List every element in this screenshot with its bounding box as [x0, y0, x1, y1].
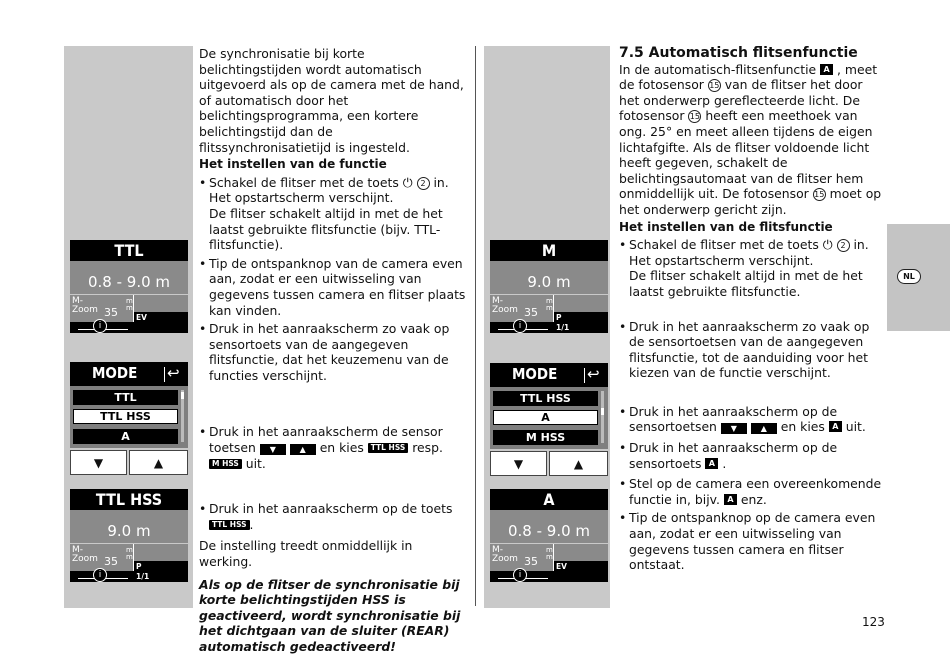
- display-title: TTL HSS: [95, 490, 163, 509]
- down-arrow-icon: ▼: [721, 423, 747, 434]
- bullet-trigger: • Tip de ontspanknop van de camera even aan, zodat er een uitwisseling van gegevens tussen camera en flitser plaats kan vinden.: [199, 256, 467, 318]
- zoom-value: 35: [104, 306, 118, 319]
- display-range: 0.8 - 9.0 m: [507, 522, 591, 540]
- language-label: NL: [897, 269, 921, 284]
- info-icon[interactable]: i: [513, 319, 527, 333]
- bullet-power: • Schakel de flitser met de toets ⏻ 2 in. Het opstartscherm verschijnt. De flitser schakelt altijd in met de het laatst gebruikte flitsfunctie (bijv. TTL-flitsfunctie).: [199, 175, 467, 253]
- a-badge: A: [820, 64, 833, 75]
- sub-heading: Het instellen van de flitsfunctie: [619, 219, 833, 234]
- menu-title: MODE: [512, 365, 558, 383]
- info-icon[interactable]: i: [93, 319, 107, 333]
- language-tab: [887, 224, 950, 331]
- back-icon[interactable]: ↩: [167, 364, 180, 382]
- zoom-unit: m m: [546, 297, 553, 312]
- display-title: TTL: [114, 241, 144, 260]
- bullet-touch: • Druk in het aanraakscherm zo vaak op de sensortoetsen van de aangegeven flitsfunctie, tot de aanduiding voor het kiezen van de functie verschijnt.: [619, 319, 885, 381]
- status-ratio: 1/1: [136, 572, 150, 581]
- bullet-confirm: • Druk in het aanraakscherm op de toets TTL HSS .: [199, 501, 467, 532]
- display-range: 9.0 m: [527, 273, 571, 291]
- intro-paragraph: De synchronisatie bij korte belichtingstijden wordt automatisch uitgevoerd als op de camera met de hand, of automatisch door het belichtingsprogramma, een kortere belichtingstijd dan de flitssynchronisatietijd is ingesteld.: [199, 46, 464, 155]
- display-title: A: [543, 490, 555, 509]
- status-label: P: [136, 562, 142, 571]
- a-badge: A: [829, 421, 842, 432]
- a-badge: A: [724, 494, 737, 505]
- scroll-down-button[interactable]: ▼: [490, 451, 547, 476]
- m-hss-badge: M HSS: [209, 459, 242, 469]
- page-number: 123: [862, 615, 885, 629]
- display-title: M: [541, 241, 557, 260]
- bullet-power: • Schakel de flitser met de toets ⏻ 2 in. Het opstartscherm verschijnt. De flitser schakelt altijd in met de het laatst gebruikte flitsfunctie.: [619, 237, 885, 299]
- a-badge: A: [705, 458, 718, 469]
- status-label: EV: [136, 313, 147, 322]
- zoom-label: M- Zoom: [492, 545, 518, 564]
- zoom-unit: m m: [126, 546, 133, 561]
- scroll-down-button[interactable]: ▼: [70, 450, 127, 475]
- right-text: [619, 46, 885, 573]
- bullet-confirm: • Druk in het aanraakscherm op de sensortoets A .: [619, 440, 885, 471]
- display-a: [490, 489, 608, 582]
- menu-item-a[interactable]: A: [73, 429, 178, 444]
- zoom-value: 35: [104, 555, 118, 568]
- done-text: De instelling treedt onmiddellijk in werking.: [199, 538, 413, 570]
- scroll-up-button[interactable]: ▲: [129, 450, 188, 475]
- column-divider: [475, 46, 476, 606]
- left-text: [199, 46, 467, 655]
- display-range: 0.8 - 9.0 m: [87, 273, 171, 291]
- zoom-label: M- Zoom: [72, 545, 98, 564]
- ttl-hss-badge: TTL HSS: [368, 443, 409, 453]
- bullet-trigger: • Tip de ontspanknop op de camera even aan, zodat er een uitwisseling van gegevens tussen camera en flitser ontstaat.: [619, 510, 885, 572]
- status-ratio: 1/1: [556, 323, 570, 332]
- bullet-select: • Druk in het aanraakscherm op de sensortoetsen ▼ ▲ en kies A uit.: [619, 404, 885, 435]
- circled-2-icon: 2: [837, 239, 850, 252]
- power-icon: ⏻: [822, 237, 833, 253]
- circled-15-icon: 15: [709, 81, 720, 91]
- section-heading: 7.5 Automatisch flitsenfunctie: [619, 45, 858, 61]
- zoom-unit: m m: [126, 297, 133, 312]
- up-arrow-icon: ▲: [751, 423, 777, 434]
- section-heading: Het instellen van de functie: [199, 157, 387, 172]
- bullet-touch: • Druk in het aanraakscherm zo vaak op sensortoets van de aangegeven flitsfunctie, dat het keuzemenu van de functies verschijnt.: [199, 321, 467, 383]
- back-icon[interactable]: ↩: [587, 365, 600, 383]
- menu-item-ttl-hss[interactable]: TTL HSS: [73, 409, 178, 424]
- info-icon[interactable]: i: [93, 568, 107, 582]
- mode-menu-left: [70, 362, 188, 475]
- display-range: 9.0 m: [107, 522, 151, 540]
- ttl-hss-badge: TTL HSS: [209, 520, 250, 530]
- auto-flash-paragraph: In de automatisch-flitsenfunctie A , meet de fotosensor 15 van de flitser het door het onderwerp gereflecteerde licht. De fotosensor 15 heeft een meethoek van ong. 25° en meet alleen tijdens de eigen lichtafgifte. Als de flitser voldoende licht heeft gegeven, schakelt de belichtingsautomaat van de flitser hem onmiddellijk uit. De fotosensor 15 moet op het onderwerp gericht zijn.: [619, 61, 882, 217]
- circled-15-icon: 15: [814, 190, 825, 200]
- down-arrow-icon: ▼: [260, 444, 286, 455]
- mode-menu-right: [490, 363, 608, 476]
- zoom-unit: m m: [546, 546, 553, 561]
- zoom-label: M- Zoom: [492, 296, 518, 315]
- note-text: Als op de flitser de synchronisatie bij korte belichtingstijden HSS is geactiveerd, wordt synchronisatie bij het dichtgaan van de sluiter (REAR) automatisch gedeactiveerd!: [199, 576, 461, 654]
- zoom-label: M- Zoom: [72, 296, 98, 315]
- bullet-select: • Druk in het aanraakscherm de sensor toetsen ▼ ▲ en kies TTL HSS resp. M HSS uit.: [199, 424, 467, 471]
- circled-2-icon: 2: [417, 177, 430, 190]
- info-icon[interactable]: i: [513, 568, 527, 582]
- up-arrow-icon: ▲: [290, 444, 316, 455]
- menu-item-m-hss[interactable]: M HSS: [493, 430, 598, 445]
- status-label: EV: [556, 562, 567, 571]
- status-label: P: [556, 313, 562, 322]
- display-ttl: [70, 240, 188, 333]
- menu-title: MODE: [92, 364, 138, 382]
- menu-item-ttl[interactable]: TTL: [73, 390, 178, 405]
- menu-item-ttl-hss[interactable]: TTL HSS: [493, 391, 598, 406]
- bullet-camera: • Stel op de camera een overeenkomende functie in, bijv. A enz.: [619, 476, 885, 507]
- display-m: [490, 240, 608, 333]
- zoom-value: 35: [524, 306, 538, 319]
- scroll-up-button[interactable]: ▲: [549, 451, 608, 476]
- display-ttl-hss: [70, 489, 188, 582]
- menu-item-a[interactable]: A: [493, 410, 598, 425]
- zoom-value: 35: [524, 555, 538, 568]
- circled-15-icon: 15: [689, 112, 700, 122]
- power-icon: ⏻: [402, 174, 413, 190]
